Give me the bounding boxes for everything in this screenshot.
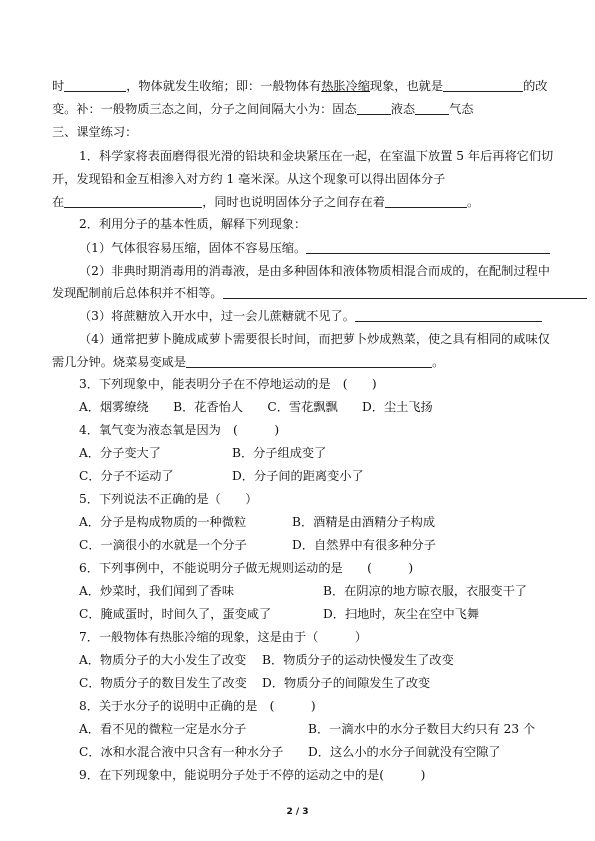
text: ，同时也说明固体分子之间存在着	[202, 195, 385, 209]
question-text: 2．利用分子的基本性质，解释下列现象：	[79, 217, 307, 231]
option-b: B．物质分子的运动快慢发生了改变	[262, 653, 454, 667]
option-c: C．一滴很小的水就是一个分子	[79, 538, 247, 552]
option-c: C．物质分子的数目发生了改变	[79, 676, 247, 690]
text-line	[79, 308, 542, 324]
question-text: 开，发现铅和金互相渗入对方约 1 毫米深。从这个现象可以得出固体分子	[52, 172, 446, 186]
question-text: 7．一般物体有热胀冷缩的现象，这是由于（ ）	[79, 630, 368, 644]
option-d: D．扫地时，灰尘在空中飞舞	[323, 607, 480, 621]
text: 变。补：一般物质三态之间，分子之间间隔大小为：固态	[52, 102, 357, 116]
option-a: A．分子是构成物质的一种微粒	[79, 515, 247, 529]
text-line	[52, 354, 444, 370]
answer-blank[interactable]	[64, 195, 202, 208]
answer-blank[interactable]	[415, 102, 449, 115]
option-d: D．分子间的距离变小了	[232, 469, 364, 483]
section-heading: 三、课堂练习：	[52, 125, 138, 139]
option-line: A．烟雾缭绕 B．花香怡人 C．雪花飘飘 D．尘土飞扬	[79, 400, 433, 414]
answer-blank[interactable]	[443, 79, 523, 92]
answer-blank[interactable]	[64, 79, 126, 92]
option-b: B．一滴水中的水分子数目大约只有 23 个	[308, 722, 536, 736]
option-b: B．分子组成变了	[232, 446, 327, 460]
question-text: 8．关于水分子的说明中正确的是 ( )	[79, 699, 316, 713]
text: 需几分钟。烧菜易变咸是	[52, 355, 187, 369]
answer-blank[interactable]	[186, 355, 432, 368]
option-c: C．腌咸蛋时，时间久了，蛋变咸了	[79, 607, 272, 621]
question-text: （2）非典时期消毒用的消毒液，是由多种固体和液体物质相混合而成的，在配制过程中	[79, 264, 550, 278]
text-line	[52, 101, 473, 117]
answer-blank[interactable]	[355, 309, 542, 322]
text-line	[52, 285, 587, 301]
question-text: 6．下列事例中，不能说明分子做无规则运动的是 ( )	[79, 561, 414, 575]
option-a: A．炒菜时，我们闻到了香味	[79, 584, 235, 598]
question-text: 9．在下列现象中，能说明分子处于不停的运动之中的是( )	[79, 768, 426, 782]
option-b: B．酒精是由酒精分子构成	[292, 515, 436, 529]
answer-blank[interactable]	[223, 286, 587, 299]
option-a: A．分子变大了	[79, 446, 161, 460]
text: 。	[467, 195, 480, 209]
text: （3）将蔗糖放入开水中，过一会儿蔗糖就不见了。	[79, 309, 355, 323]
question-text: （4）通常把萝卜腌成咸萝卜需要很长时间，而把萝卜炒成熟菜，使之具有相同的咸味仅	[79, 332, 550, 346]
option-d: D．物质分子的间隙发生了改变	[262, 676, 431, 690]
option-b: B．在阴凉的地方晾衣服，衣服变干了	[323, 584, 527, 598]
text: 发现配制前后总体积并不相等。	[52, 286, 223, 300]
question-text: 5．下列说法不正确的是（ ）	[79, 492, 258, 506]
option-c: C．分子不运动了	[79, 469, 174, 483]
option-d: D．这么小的水分子间就没有空隙了	[308, 745, 501, 759]
text: 在	[52, 195, 65, 209]
text: 时	[52, 79, 65, 93]
text: 现象，也就是	[369, 79, 444, 93]
option-a: A．看不见的微粒一定是水分子	[79, 722, 247, 736]
question-text: 3．下列现象中，能表明分子在不停地运动的是 ( )	[79, 377, 377, 391]
underlined-text: 热胀冷缩	[321, 79, 370, 93]
page-number: 2 / 3	[286, 807, 309, 817]
text-line	[79, 240, 550, 256]
text: 的改	[523, 79, 548, 93]
answer-blank[interactable]	[306, 241, 550, 254]
option-d: D．自然界中有很多种分子	[292, 538, 436, 552]
question-text: 1．科学家将表面磨得很光滑的铅块和金块紧压在一起，在室温下放置 5 年后再将它们切	[79, 149, 554, 163]
option-a: A．物质分子的大小发生了改变	[79, 653, 247, 667]
option-c: C．冰和水混合液中只含有一种水分子	[79, 745, 284, 759]
text: 液态	[390, 102, 416, 116]
text: 。	[432, 355, 445, 369]
question-text: 4．氧气变为液态氧是因为 ( )	[79, 423, 280, 437]
text: ，物体就发生收缩；即：一般物体有	[126, 79, 322, 93]
answer-blank[interactable]	[357, 102, 391, 115]
text-line	[52, 194, 479, 210]
answer-blank[interactable]	[385, 195, 467, 208]
text-line	[52, 78, 547, 94]
text: （1）气体很容易压缩，固体不容易压缩。	[79, 241, 307, 255]
text: 气态	[449, 102, 474, 116]
